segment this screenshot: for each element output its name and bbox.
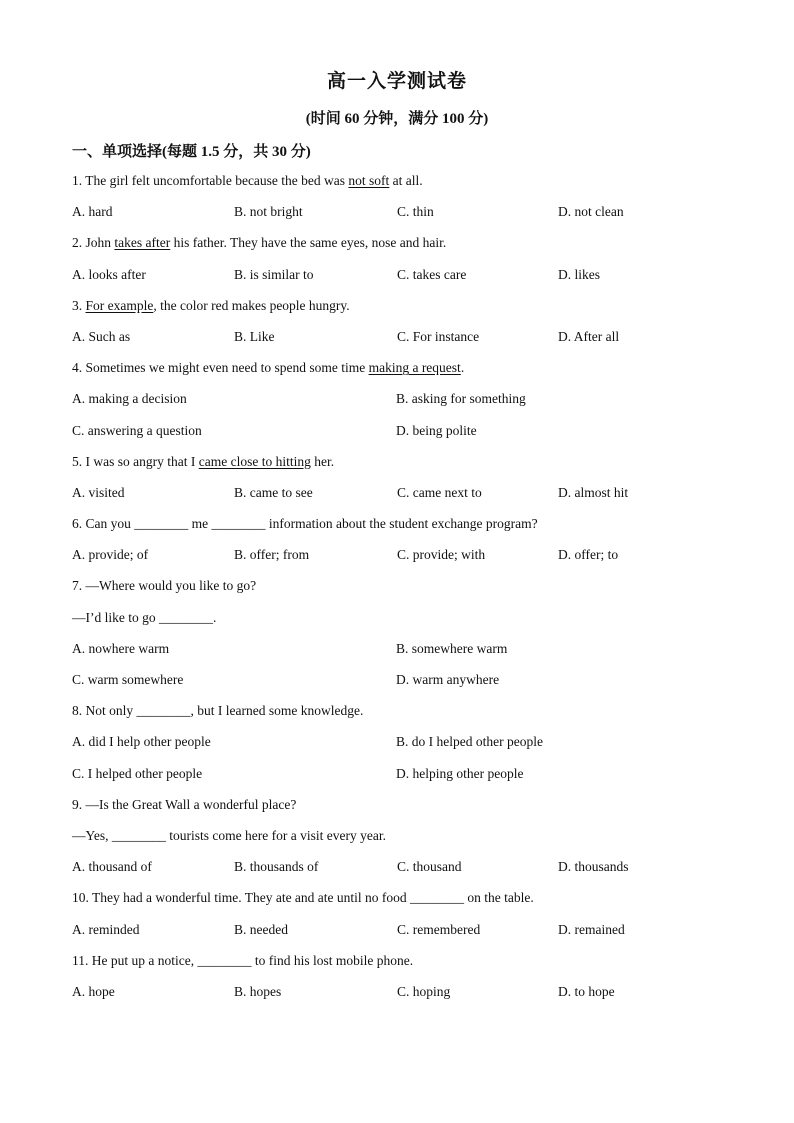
option-a: A. Such as (72, 328, 131, 344)
option-c: C. provide; with (397, 547, 486, 563)
question-5 (72, 452, 732, 483)
option-d: D. to hope (558, 983, 615, 999)
options-8-row-1 (72, 732, 732, 763)
options-8-row-2 (72, 764, 732, 795)
option-a: A. making a decision (72, 391, 187, 407)
option-a: A. thousand of (72, 859, 152, 875)
option-a: A. did I help other people (72, 734, 211, 750)
option-d: D. almost hit (558, 484, 629, 500)
option-d: D. After all (558, 328, 620, 344)
option-b: B. hopes (234, 983, 282, 999)
option-d: D. helping other people (396, 765, 524, 781)
question-11: 11. He put up a notice, ________ to find his lost mobile phone. (72, 952, 414, 968)
options-11 (72, 982, 732, 1013)
option-c: C. For instance (397, 328, 480, 344)
page-subtitle: (时间 60 分钟，满分 100 分) (305, 111, 489, 127)
option-d: D. being polite (396, 422, 477, 438)
option-d: D. thousands (558, 859, 629, 875)
question-text: . (460, 360, 465, 376)
question-text: 4. Sometimes we might even need to spend some time (72, 360, 369, 376)
options-3 (72, 327, 732, 358)
option-a: A. looks after (72, 266, 146, 282)
question-text: , the color red makes people hungry. (153, 297, 350, 313)
option-b: B. Like (234, 328, 275, 344)
question-9: 9. —Is the Great Wall a wonderful place? (72, 796, 297, 812)
option-c: C. I helped other people (72, 765, 203, 781)
option-c: C. takes care (397, 266, 467, 282)
question-text: 2. John (72, 235, 115, 251)
options-4-row-1 (72, 389, 732, 420)
options-7-row-2 (72, 670, 732, 701)
option-d: D. warm anywhere (396, 672, 500, 687)
question-2 (72, 233, 732, 264)
question-text: her. (310, 453, 335, 469)
option-b: B. thousands of (234, 859, 319, 875)
option-a: A. provide; of (72, 547, 149, 563)
options-5 (72, 483, 732, 514)
question-1 (72, 171, 732, 202)
question-7: 7. —Where would you like to go? (72, 578, 257, 594)
underlined-phrase: takes after (114, 235, 171, 251)
option-c: C. thin (397, 204, 434, 220)
question-text: his father. They have the same eyes, nose and hair. (170, 235, 447, 251)
options-2 (72, 265, 732, 296)
options-10 (72, 920, 732, 951)
question-3 (72, 296, 732, 327)
option-c: C. hoping (397, 983, 451, 999)
question-text: 3. (72, 297, 86, 313)
options-4-row-2 (72, 421, 732, 452)
page-title: 高一入学测试卷 (326, 71, 467, 92)
section-heading: 一、单项选择(每题 1.5 分，共 30 分) (72, 144, 311, 160)
options-6 (72, 545, 732, 576)
option-a: A. visited (72, 484, 125, 500)
question-6: 6. Can you ________ me ________ information about the student exchange program? (72, 516, 538, 532)
question-7-response: —I’d like to go ________. (72, 609, 217, 625)
option-b: B. came to see (234, 484, 313, 500)
question-text: 1. The girl felt uncomfortable because the bed was (72, 173, 349, 188)
underlined-phrase: For example (85, 297, 154, 313)
option-c: C. thousand (397, 859, 462, 875)
question-10: 10. They had a wonderful time. They ate and ate until no food ________ on the table. (72, 890, 534, 906)
option-c: C. came next to (397, 484, 482, 500)
option-c: C. warm somewhere (72, 672, 184, 687)
option-b: B. needed (234, 921, 288, 937)
question-9-response: —Yes, ________ tourists come here for a visit every year. (72, 827, 386, 843)
option-b: B. asking for something (396, 391, 526, 407)
option-d: D. remained (558, 921, 625, 937)
question-list (72, 171, 732, 1013)
options-7-row-1 (72, 639, 732, 670)
option-c: C. remembered (397, 921, 481, 937)
question-8: 8. Not only ________, but I learned some knowledge. (72, 703, 364, 719)
option-d: D. likes (558, 266, 600, 282)
option-c: C. answering a question (72, 422, 202, 438)
question-text: at all. (389, 173, 423, 188)
options-9 (72, 857, 732, 888)
option-b: B. do I helped other people (396, 734, 543, 750)
question-4 (72, 358, 732, 389)
option-a: A. reminded (72, 921, 140, 937)
option-b: B. offer; from (234, 547, 310, 563)
option-d: D. offer; to (558, 547, 619, 563)
underlined-phrase: making a request (368, 360, 461, 376)
option-b: B. somewhere warm (396, 640, 508, 656)
underlined-phrase: came close to hitting (198, 453, 311, 469)
option-a: A. nowhere warm (72, 640, 170, 656)
option-a: A. hard (72, 204, 113, 220)
option-a: A. hope (72, 983, 115, 999)
option-b: B. not bright (234, 204, 303, 220)
option-d: D. not clean (558, 204, 624, 220)
options-1 (72, 202, 732, 233)
underlined-phrase: not soft (348, 173, 390, 188)
option-b: B. is similar to (234, 266, 314, 282)
question-text: 5. I was so angry that I (72, 453, 199, 469)
